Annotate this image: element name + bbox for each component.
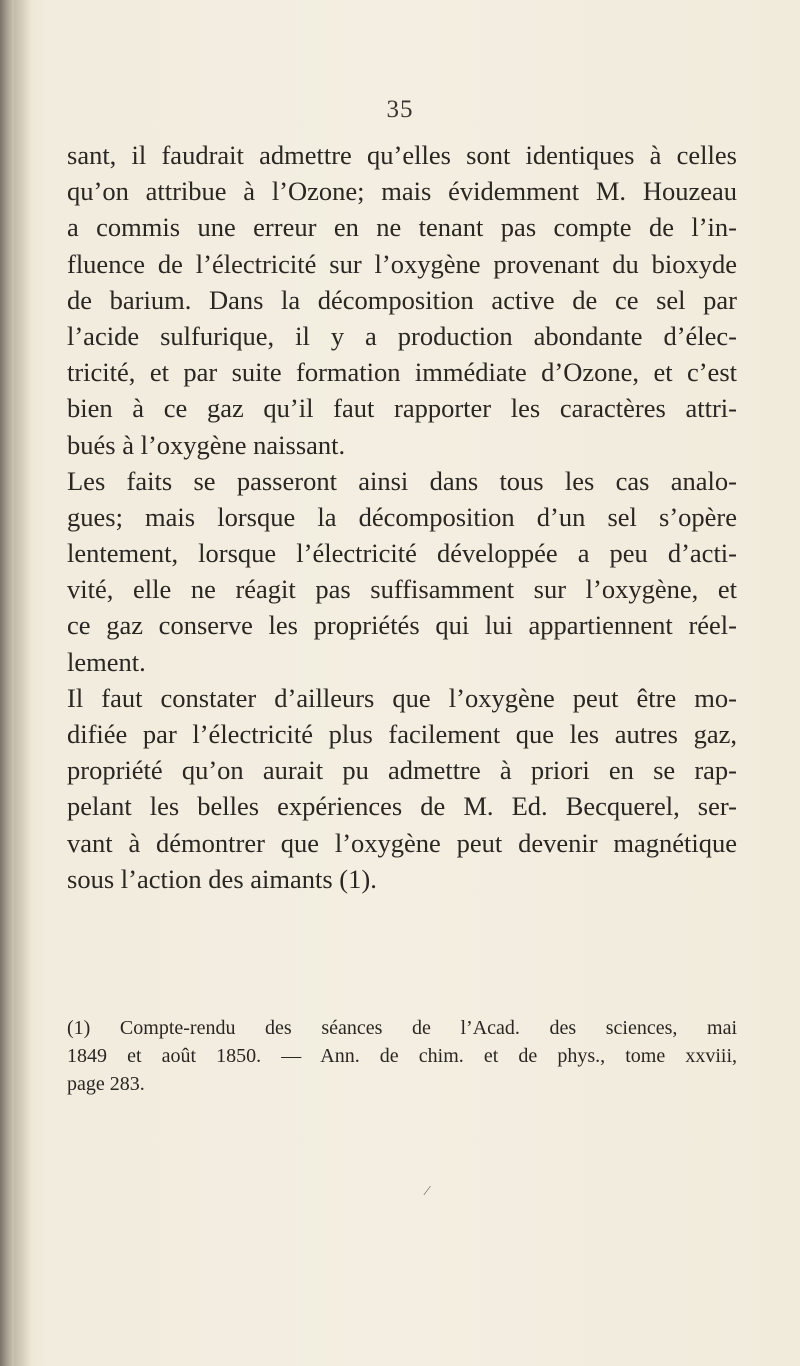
text-line: difiée par l’électricité plus facilement que les autres gaz,: [67, 719, 737, 749]
text-line: pelant les belles expériences de M. Ed. Becquerel, ser-: [67, 791, 737, 822]
page-binding-shadow: [14, 0, 32, 1366]
text-line: ce gaz conserve les propriétés qui lui appartiennent réel-: [67, 610, 737, 641]
text-line: bués à l’oxygène naissant.: [67, 429, 346, 460]
footnote-line: page 283.: [67, 1073, 145, 1095]
body-text: [67, 137, 737, 897]
text-line: sant, il faudrait admettre qu’elles sont identiques à celles: [67, 140, 737, 170]
text-line: propriété qu’on aurait pu admettre à priori en se rap-: [67, 755, 737, 786]
text-line: vant à démontrer que l’oxygène peut devenir magnétique: [67, 827, 737, 858]
text-line: lement.: [67, 646, 146, 677]
text-line: l’acide sulfurique, il y a production abondante d’élec-: [67, 320, 737, 351]
page-binding-edge: [0, 0, 14, 1366]
ink-mark: ⁄: [426, 1184, 429, 1199]
text-line: fluence de l’électricité sur l’oxygène provenant du bioxyde: [67, 248, 737, 279]
text-line: de barium. Dans la décomposition active de ce sel par: [67, 284, 737, 315]
text-line: sous l’action des aimants (1).: [67, 863, 377, 894]
text-line: lentement, lorsque l’électricité développée a peu d’acti-: [67, 538, 737, 569]
text-line: vité, elle ne réagit pas suffisamment sur l’oxygène, et: [67, 574, 737, 605]
text-line: gues; mais lorsque la décomposition d’un sel s’opère: [67, 501, 737, 532]
text-line: qu’on attribue à l’Ozone; mais évidemment M. Houzeau: [67, 176, 737, 207]
text-line: tricité, et par suite formation immédiate d’Ozone, et c’est: [67, 357, 737, 388]
text-line: a commis une erreur en ne tenant pas compte de l’in-: [67, 212, 737, 243]
text-line: bien à ce gaz qu’il faut rapporter les caractères attri-: [67, 393, 737, 424]
text-line: Il faut constater d’ailleurs que l’oxygène peut être mo-: [67, 682, 737, 713]
page-number: 35: [386, 96, 414, 123]
text-line: Les faits se passeront ainsi dans tous les cas analo-: [67, 465, 737, 496]
footnote-line: (1) Compte-rendu des séances de l’Acad. des sciences, mai: [67, 1017, 737, 1039]
footnote-line: 1849 et août 1850. — Ann. de chim. et de phys., tome xxviii,: [67, 1045, 737, 1067]
footnote: [67, 1014, 737, 1098]
